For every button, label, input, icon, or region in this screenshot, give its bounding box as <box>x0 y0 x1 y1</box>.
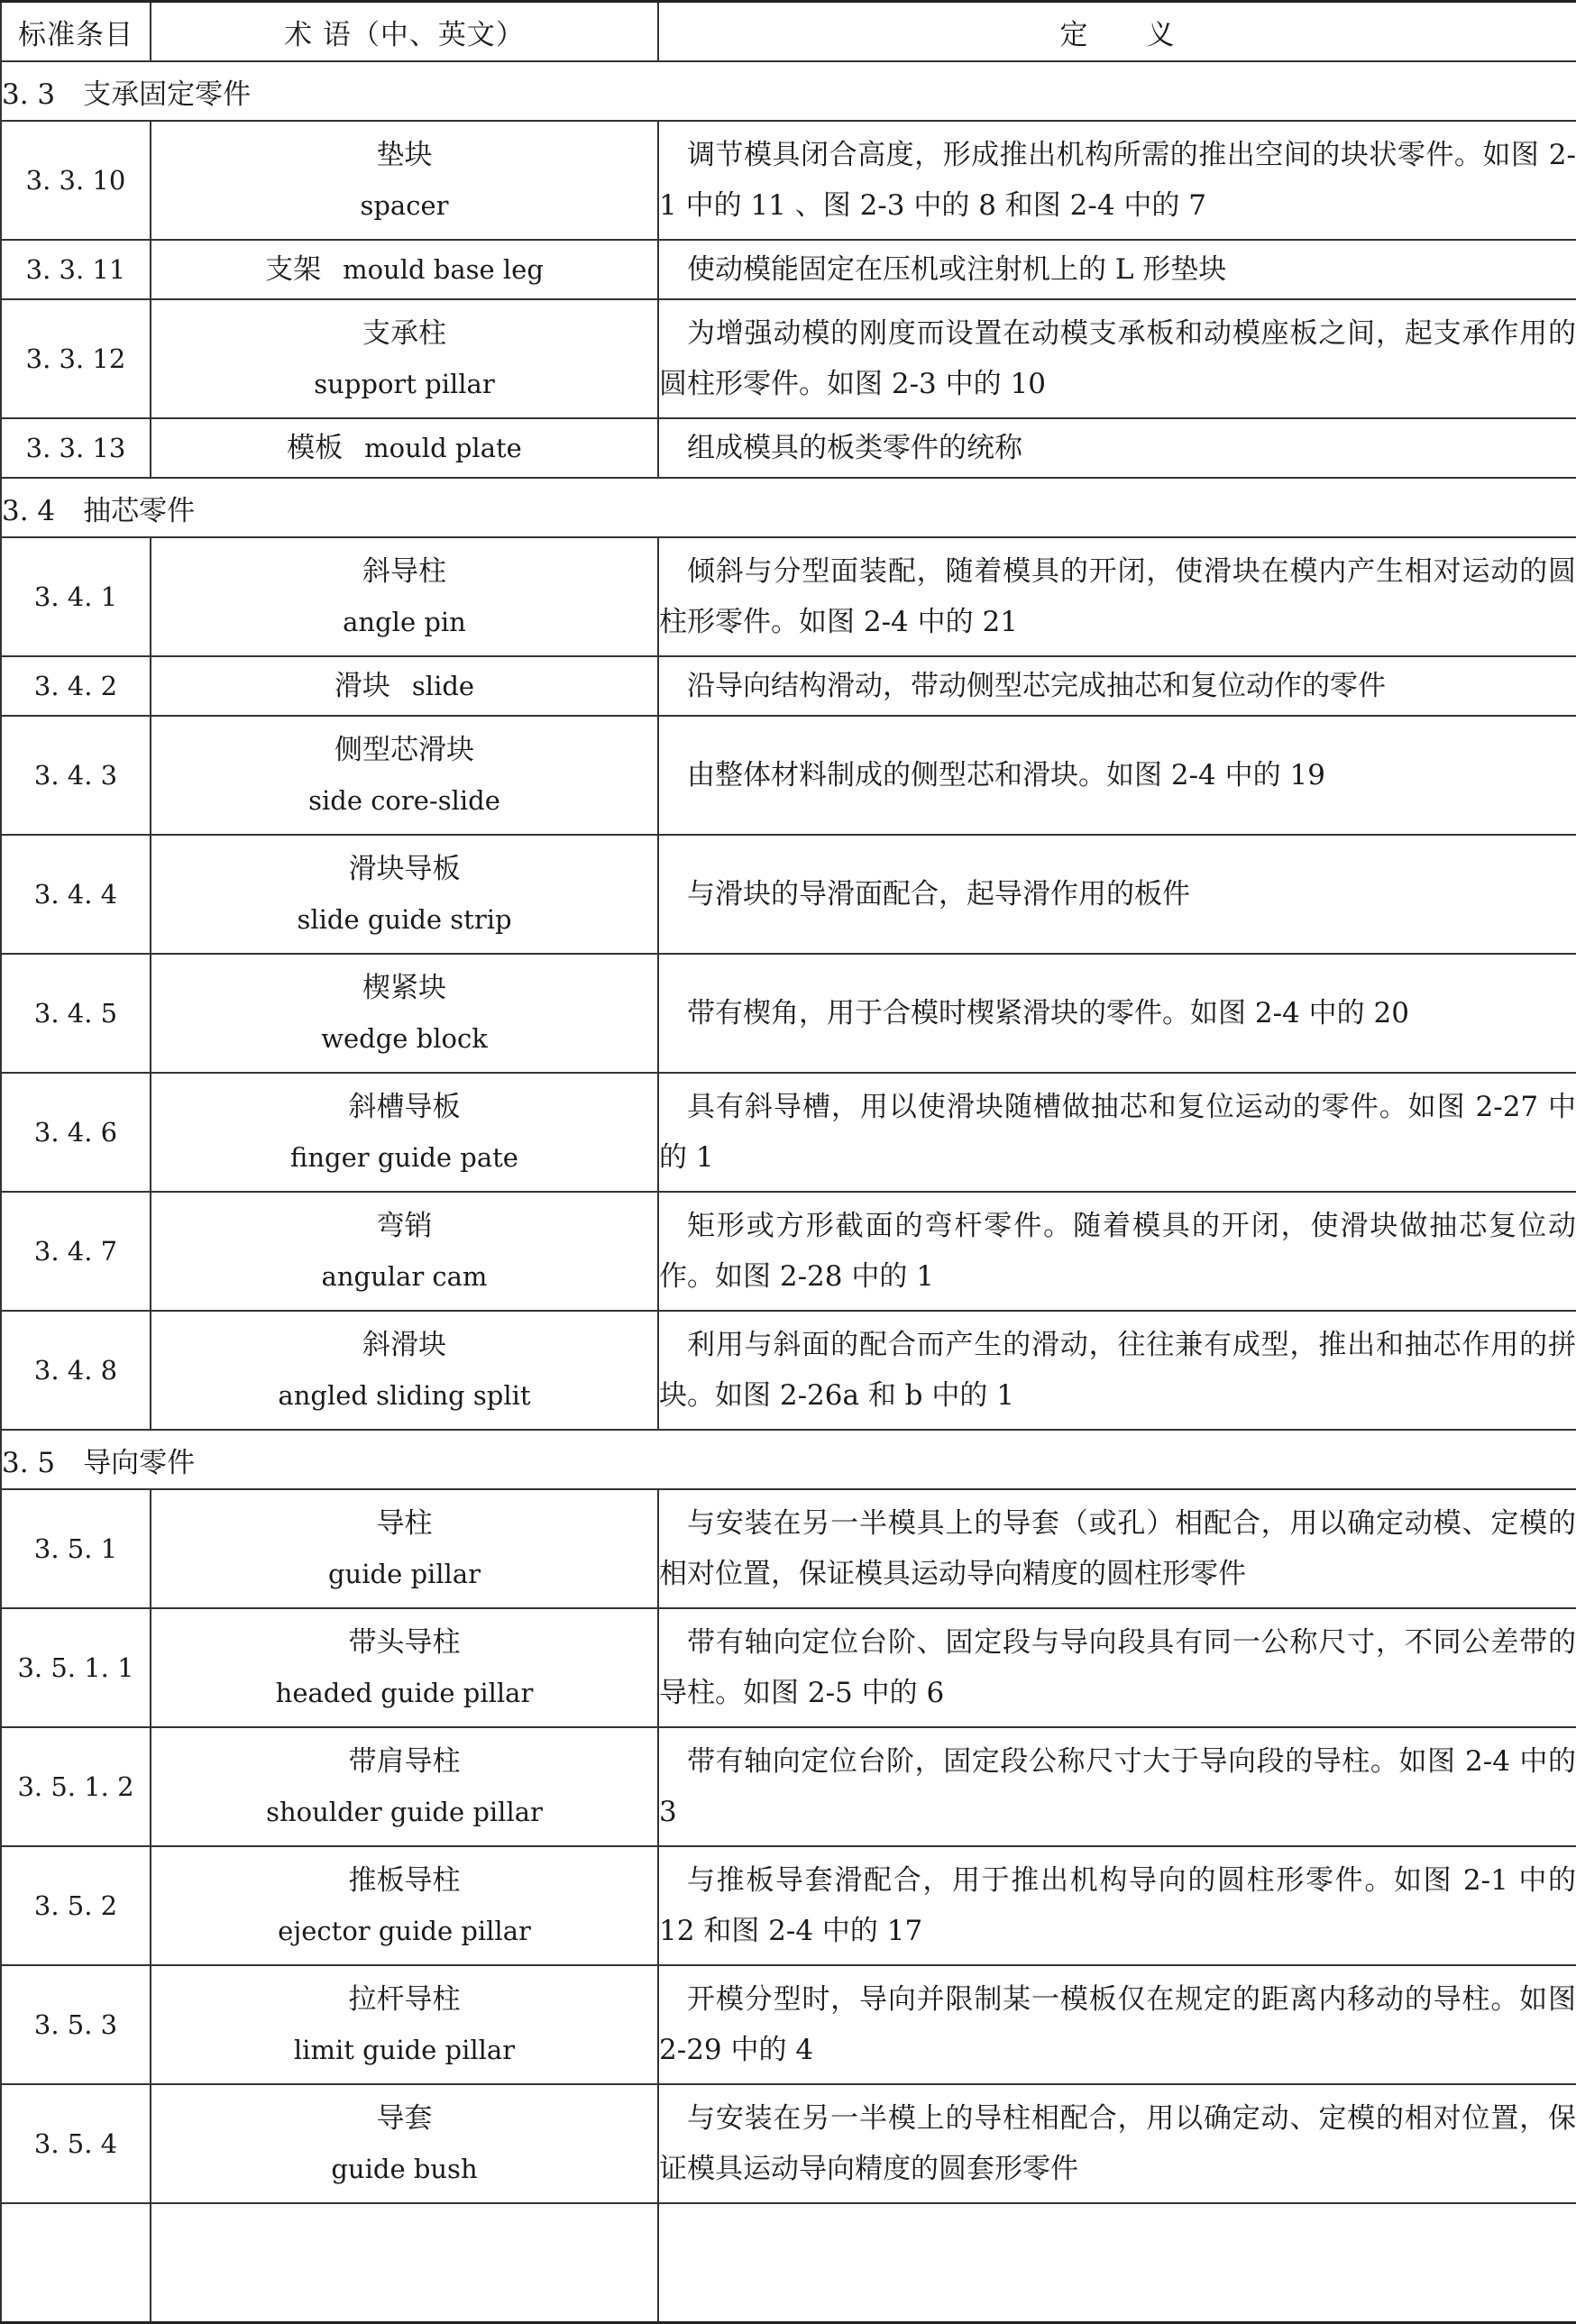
definition-cell <box>658 1965 1576 2084</box>
term-chinese: 滑块 <box>334 670 390 702</box>
table-header-row <box>1 2 1576 62</box>
term-english: angular cam <box>321 1261 488 1292</box>
term-chinese: 带头导柱 <box>348 1626 461 1659</box>
table-row <box>1 1489 1576 1608</box>
term-chinese: 导柱 <box>376 1507 433 1540</box>
definition-cell <box>658 537 1576 656</box>
definition-cell <box>658 240 1576 299</box>
section-title: 3. 4 抽芯零件 <box>1 478 1576 537</box>
definition-text: 由整体材料制成的侧型芯和滑块。如图 2-4 中的 19 <box>687 759 1325 791</box>
term-cell <box>151 1608 658 1727</box>
definition-cell <box>658 1727 1576 1846</box>
definition-cell <box>658 656 1576 716</box>
definition-cell <box>658 1311 1576 1430</box>
definition-text: 与推板导套滑配合，用于推出机构导向的圆柱形零件。如图 2-1 中的 12 和图 2-4 中的 17 <box>659 1864 1576 1947</box>
term-english: guide pillar <box>327 1559 481 1589</box>
term-cell <box>151 1489 658 1608</box>
term-cell <box>151 2203 658 2323</box>
definition-cell <box>658 1192 1576 1311</box>
definition-text: 与安装在另一半模上的导柱相配合，用以确定动、定模的相对位置，保证模具运动导向精度的圆套形零件 <box>659 2102 1576 2185</box>
term-cell <box>151 2084 658 2203</box>
term-chinese: 导套 <box>376 2102 433 2135</box>
table-row <box>1 418 1576 478</box>
term-english: side core-slide <box>308 785 500 816</box>
entry-number: 3. 5. 4 <box>1 2084 151 2203</box>
definition-text: 具有斜导槽，用以使滑块随槽做抽芯和复位运动的零件。如图 2-27 中的 1 <box>659 1091 1576 1174</box>
term-cell <box>151 299 658 418</box>
definition-text: 沿导向结构滑动，带动侧型芯完成抽芯和复位动作的零件 <box>687 670 1386 702</box>
entry-number: 3. 4. 5 <box>1 954 151 1073</box>
section-row <box>1 61 1576 121</box>
term-chinese: 推板导柱 <box>348 1864 461 1897</box>
table-row <box>1 1727 1576 1846</box>
definition-text: 使动模能固定在压机或注射机上的 L 形垫块 <box>687 253 1227 286</box>
table-row <box>1 2084 1576 2203</box>
term-chinese: 斜滑块 <box>362 1329 446 1361</box>
table-row <box>1 1846 1576 1965</box>
term-chinese: 带肩导柱 <box>348 1745 461 1778</box>
entry-number: 3. 3. 10 <box>1 121 151 240</box>
table-row <box>1 716 1576 835</box>
entry-number: 3. 3. 12 <box>1 299 151 418</box>
term-chinese: 斜导柱 <box>362 555 446 588</box>
section-title: 3. 3 支承固定零件 <box>1 61 1576 121</box>
definition-cell <box>658 1489 1576 1608</box>
term-chinese: 弯销 <box>376 1210 433 1242</box>
section-row <box>1 1430 1576 1489</box>
header-term: 术 语（中、英文） <box>151 2 658 62</box>
term-chinese: 支架 <box>265 253 322 286</box>
term-english: angle pin <box>343 607 466 637</box>
term-cell <box>151 1073 658 1192</box>
term-english: finger guide pate <box>290 1142 518 1173</box>
term-english: guide bush <box>331 2154 478 2184</box>
definition-cell <box>658 1608 1576 1727</box>
table-row <box>1 656 1576 716</box>
term-chinese: 拉杆导柱 <box>348 1983 461 2016</box>
term-cell <box>151 1192 658 1311</box>
header-standard-item: 标准条目 <box>1 2 151 62</box>
section-title: 3. 5 导向零件 <box>1 1430 1576 1489</box>
definition-text: 与安装在另一半模具上的导套（或孔）相配合，用以确定动模、定模的相对位置，保证模具运动导向精度的圆柱形零件 <box>659 1507 1576 1590</box>
term-english: slide guide strip <box>297 904 512 935</box>
table-row <box>1 121 1576 240</box>
table-row <box>1 1311 1576 1430</box>
term-cell <box>151 121 658 240</box>
entry-number: 3. 5. 3 <box>1 1965 151 2084</box>
term-english: mould base leg <box>343 254 544 285</box>
term-chinese: 垫块 <box>376 139 433 171</box>
term-cell <box>151 418 658 478</box>
term-english: angled sliding split <box>278 1380 531 1411</box>
definition-cell <box>658 2203 1576 2323</box>
term-cell <box>151 656 658 716</box>
entry-number: 3. 4. 7 <box>1 1192 151 1311</box>
term-cell <box>151 835 658 954</box>
definition-text: 与滑块的导滑面配合，起导滑作用的板件 <box>687 878 1190 910</box>
entry-number <box>1 2203 151 2323</box>
term-english: wedge block <box>321 1023 488 1054</box>
entry-number: 3. 4. 6 <box>1 1073 151 1192</box>
definition-cell <box>658 418 1576 478</box>
definition-cell <box>658 299 1576 418</box>
term-chinese: 侧型芯滑块 <box>334 734 474 766</box>
term-english: headed guide pillar <box>275 1678 534 1708</box>
term-cell <box>151 716 658 835</box>
term-english: slide <box>411 671 475 701</box>
term-cell <box>151 1727 658 1846</box>
table-row <box>1 240 1576 299</box>
definition-text: 带有楔角，用于合模时楔紧滑块的零件。如图 2-4 中的 20 <box>687 997 1409 1029</box>
definition-cell <box>658 1073 1576 1192</box>
entry-number: 3. 5. 1. 1 <box>1 1608 151 1727</box>
entry-number: 3. 5. 2 <box>1 1846 151 1965</box>
definition-text: 开模分型时，导向并限制某一模板仅在规定的距离内移动的导柱。如图 2-29 中的 4 <box>659 1983 1576 2066</box>
definition-text: 矩形或方形截面的弯杆零件。随着模具的开闭，使滑块做抽芯复位动作。如图 2-28 中的 1 <box>659 1210 1576 1293</box>
definition-text: 组成模具的板类零件的统称 <box>687 432 1022 464</box>
table-row <box>1 1965 1576 2084</box>
term-cell <box>151 1846 658 1965</box>
term-english: spacer <box>360 190 449 221</box>
definition-cell <box>658 835 1576 954</box>
table-row <box>1 1608 1576 1727</box>
table-row <box>1 835 1576 954</box>
term-cell <box>151 1965 658 2084</box>
table-row <box>1 2203 1576 2323</box>
term-chinese: 斜槽导板 <box>348 1091 461 1123</box>
definition-text: 调节模具闭合高度，形成推出机构所需的推出空间的块状零件。如图 2-1 中的 11 、图 2-3 中的 8 和图 2-4 中的 7 <box>659 139 1576 222</box>
term-cell <box>151 1311 658 1430</box>
entry-number: 3. 3. 11 <box>1 240 151 299</box>
term-english: limit guide pillar <box>293 2035 516 2065</box>
term-cell <box>151 954 658 1073</box>
definition-cell <box>658 954 1576 1073</box>
header-definition: 定 义 <box>658 2 1576 62</box>
table-row <box>1 537 1576 656</box>
definition-cell <box>658 2084 1576 2203</box>
entry-number: 3. 4. 1 <box>1 537 151 656</box>
term-chinese: 模板 <box>287 432 344 464</box>
table-row <box>1 1073 1576 1192</box>
table-row <box>1 1192 1576 1311</box>
entry-number: 3. 5. 1. 2 <box>1 1727 151 1846</box>
entry-number: 3. 3. 13 <box>1 418 151 478</box>
term-cell <box>151 537 658 656</box>
definition-cell <box>658 716 1576 835</box>
term-english: mould plate <box>364 433 522 463</box>
term-cell <box>151 240 658 299</box>
entry-number: 3. 4. 3 <box>1 716 151 835</box>
entry-number: 3. 4. 8 <box>1 1311 151 1430</box>
definition-text: 带有轴向定位台阶、固定段与导向段具有同一公称尺寸，不同公差带的导柱。如图 2-5 中的 6 <box>659 1626 1576 1709</box>
section-row <box>1 478 1576 537</box>
table-row <box>1 954 1576 1073</box>
term-chinese: 支承柱 <box>362 317 446 350</box>
definition-text: 带有轴向定位台阶，固定段公称尺寸大于导向段的导柱。如图 2-4 中的 3 <box>659 1745 1576 1828</box>
table-row <box>1 299 1576 418</box>
term-chinese: 滑块导板 <box>348 853 461 885</box>
term-english: ejector guide pillar <box>278 1916 531 1946</box>
entry-number: 3. 4. 2 <box>1 656 151 716</box>
term-english: support pillar <box>314 369 495 399</box>
entry-number: 3. 5. 1 <box>1 1489 151 1608</box>
term-chinese: 楔紧块 <box>362 972 446 1004</box>
entry-number: 3. 4. 4 <box>1 835 151 954</box>
definition-text: 倾斜与分型面装配，随着模具的开闭，使滑块在模内产生相对运动的圆柱形零件。如图 2-4 中的 21 <box>659 555 1576 638</box>
definition-cell <box>658 121 1576 240</box>
definition-cell <box>658 1846 1576 1965</box>
definition-text: 利用与斜面的配合而产生的滑动，往往兼有成型，推出和抽芯作用的拼块。如图 2-26a 和 b 中的 1 <box>659 1329 1576 1412</box>
term-english: shoulder guide pillar <box>266 1797 543 1827</box>
definition-text: 为增强动模的刚度而设置在动模支承板和动模座板之间，起支承作用的圆柱形零件。如图 2-3 中的 10 <box>659 317 1576 400</box>
